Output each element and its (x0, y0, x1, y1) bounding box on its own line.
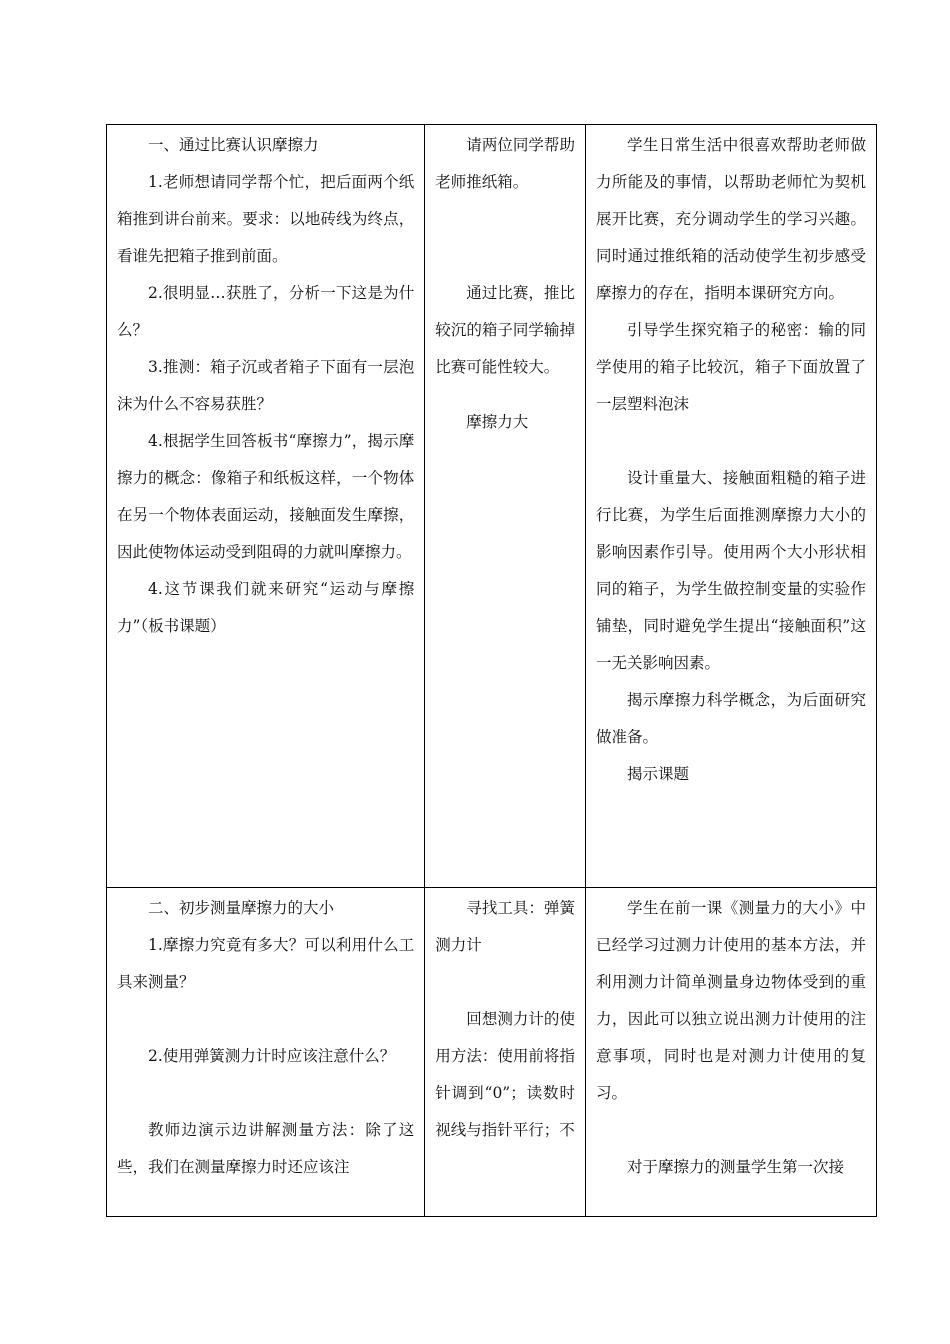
design-intent-cell (585, 125, 876, 888)
paragraph: 揭示课题 (626, 765, 689, 783)
teaching-process-cell (107, 888, 425, 1217)
paragraph: 设计重量大、接触面粗糙的箱子进行比赛，为学生后面推测摩擦力大小的影响因素作引导。使用两个大小形状相同的箱子，为学生做控制变量的实验作铺垫，同时避免学生提出“接触面积”这一无关影响因素。 (595, 469, 866, 672)
paragraph: 4.这节课我们就来研究“运动与摩擦力”（板书课题） (117, 580, 415, 635)
paragraph: 2.使用弹簧测力计时应该注意什么？ (148, 1047, 396, 1065)
design-intent-cell (585, 888, 876, 1217)
paragraph: 回想测力计的使用方法：使用前将指针调到“0”；读数时视线与指针平行；不 (435, 1010, 575, 1139)
section-heading: 一、通过比赛认识摩擦力 (148, 136, 319, 154)
paragraph: 学生日常生活中很喜欢帮助老师做力所能及的事情，以帮助老师忙为契机展开比赛，充分调动学生的学习兴趣。同时通过推纸箱的活动使学生初步感受摩擦力的存在，指明本课研究方向。 (595, 136, 866, 302)
paragraph: 寻找工具：弹簧测力计 (435, 899, 575, 954)
paragraph: 1.摩擦力究竟有多大？可以利用什么工具来测量？ (117, 936, 415, 991)
paragraph: 1.老师想请同学帮个忙，把后面两个纸箱推到讲台前来。要求：以地砖线为终点，看谁先把箱子推到前面。 (117, 173, 415, 265)
paragraph: 引导学生探究箱子的秘密：输的同学使用的箱子比较沉，箱子下面放置了一层塑料泡沫 (595, 321, 866, 413)
paragraph: 摩擦力大 (466, 413, 529, 431)
paragraph: 请两位同学帮助老师推纸箱。 (435, 136, 575, 191)
paragraph: 通过比赛，推比较沉的箱子同学输掉比赛可能性较大。 (435, 284, 575, 376)
paragraph: 教师边演示边讲解测量方法：除了这些，我们在测量摩擦力时还应该注 (117, 1121, 415, 1176)
student-activity-cell (425, 125, 586, 888)
paragraph: 3.推测：箱子沉或者箱子下面有一层泡沫为什么不容易获胜？ (117, 358, 415, 413)
student-activity-cell (425, 888, 586, 1217)
paragraph: 对于摩擦力的测量学生第一次接 (626, 1158, 844, 1176)
table-row (107, 125, 877, 888)
lesson-plan-table (106, 124, 877, 1217)
table-row (107, 888, 877, 1217)
paragraph: 2.很明显…获胜了，分析一下这是为什么？ (117, 284, 415, 339)
section-heading: 二、初步测量摩擦力的大小 (148, 899, 335, 917)
paragraph: 学生在前一课《测量力的大小》中已经学习过测力计使用的基本方法，并利用测力计简单测量身边物体受到的重力，因此可以独立说出测力计使用的注意事项，同时也是对测力计使用的复习。 (595, 899, 866, 1102)
paragraph: 揭示摩擦力科学概念，为后面研究做准备。 (595, 691, 866, 746)
paragraph: 4.根据学生回答板书“摩擦力”，揭示摩擦力的概念：像箱子和纸板这样，一个物体在另一个物体表面运动，接触面发生摩擦，因此使物体运动受到阻碍的力就叫摩擦力。 (117, 432, 415, 561)
teaching-process-cell (107, 125, 425, 888)
